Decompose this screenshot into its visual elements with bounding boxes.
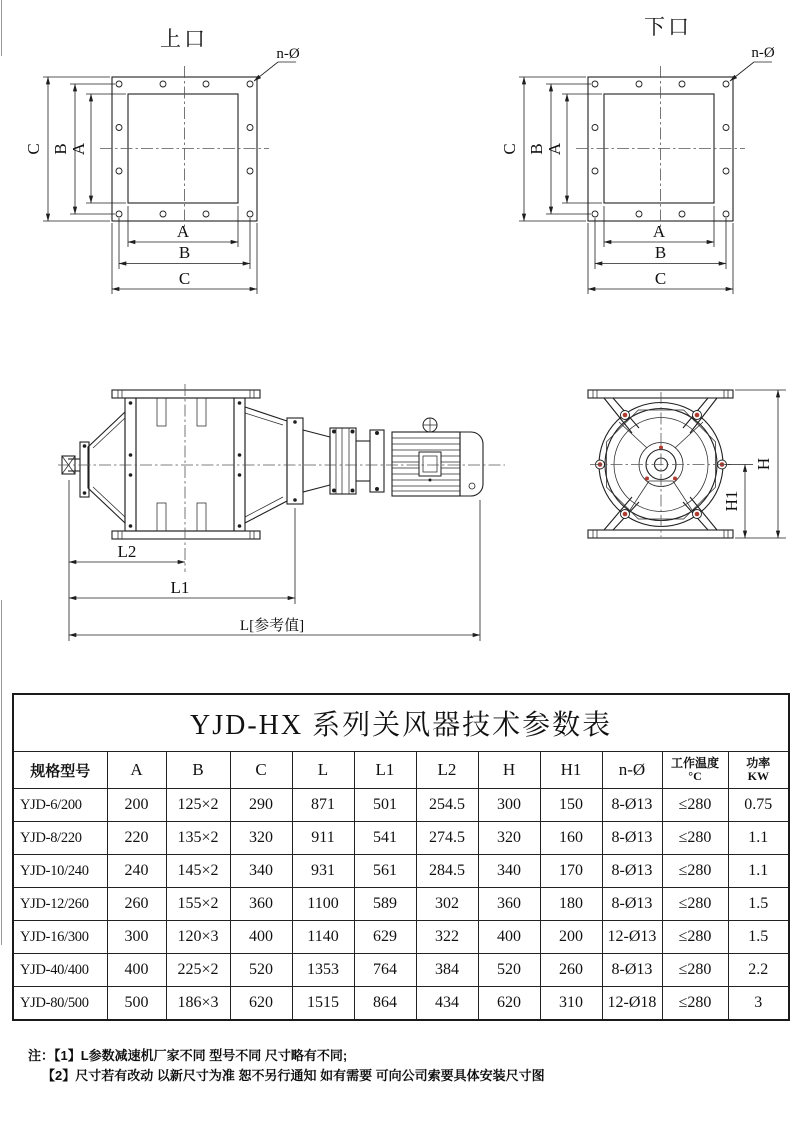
model-cell: YJD-12/260: [13, 888, 107, 921]
motor-terminal-box: [419, 452, 441, 476]
dim-label-l1: L1: [170, 578, 190, 597]
table-cell: 1100: [292, 888, 354, 921]
column-header-l2: L2: [416, 752, 478, 789]
table-cell: 520: [478, 954, 540, 987]
table-cell: 400: [230, 921, 292, 954]
power-unit: KW: [747, 769, 769, 783]
table-cell: 871: [292, 789, 354, 822]
column-header-c: C: [230, 752, 292, 789]
table-cell: ≤280: [662, 888, 728, 921]
column-header-n-holes: n-Ø: [602, 752, 662, 789]
table-cell: 434: [416, 987, 478, 1021]
table-cell: 225×2: [166, 954, 230, 987]
table-cell: ≤280: [662, 987, 728, 1021]
dim-label-b: B: [654, 243, 667, 262]
table-cell: ≤280: [662, 954, 728, 987]
table-cell: 145×2: [166, 855, 230, 888]
dim-label-a: A: [545, 142, 564, 156]
table-cell: 155×2: [166, 888, 230, 921]
dim-label-a: A: [176, 222, 190, 241]
table-row: [13, 921, 789, 954]
lower-port-title: 下口: [644, 15, 692, 39]
table-cell: 186×3: [166, 987, 230, 1021]
upper-port-title: 上口: [160, 27, 208, 51]
dim-label-c: C: [654, 269, 667, 288]
column-header-h1: H1: [540, 752, 602, 789]
column-header-h: H: [478, 752, 540, 789]
table-cell: 561: [354, 855, 416, 888]
note-1-text: 【1】L参数减速机厂家不同 型号不同 尺寸略有不同;: [54, 1048, 348, 1063]
table-cell: 931: [292, 855, 354, 888]
footnotes: [28, 1046, 545, 1086]
table-cell: 340: [478, 855, 540, 888]
table-cell: 501: [354, 789, 416, 822]
table-cell: 240: [107, 855, 166, 888]
dim-label-b: B: [178, 243, 191, 262]
table-cell: 1.5: [728, 888, 789, 921]
table-cell: 220: [107, 822, 166, 855]
table-cell: 340: [230, 855, 292, 888]
table-cell: 620: [478, 987, 540, 1021]
flange-view-geometry: [43, 62, 296, 294]
table-cell: 400: [107, 954, 166, 987]
table-cell: 200: [107, 789, 166, 822]
model-cell: YJD-16/300: [13, 921, 107, 954]
table-cell: 629: [354, 921, 416, 954]
note-label: 注：: [28, 1048, 55, 1063]
table-cell: 300: [478, 789, 540, 822]
table-cell: 1.5: [728, 921, 789, 954]
table-cell: 290: [230, 789, 292, 822]
temperature-label: 工作温度: [670, 756, 719, 770]
column-header-a: A: [107, 752, 166, 789]
column-header-l1: L1: [354, 752, 416, 789]
table-header-row: [13, 752, 789, 789]
table-cell: ≤280: [662, 921, 728, 954]
power-label: 功率: [746, 756, 771, 770]
dim-label-a: A: [652, 222, 666, 241]
table-cell: 8-Ø13: [602, 789, 662, 822]
table-cell: 520: [230, 954, 292, 987]
table-cell: 500: [107, 987, 166, 1021]
column-header-temperature: [662, 752, 728, 789]
table-cell: 3: [728, 987, 789, 1021]
table-cell: 284.5: [416, 855, 478, 888]
table-cell: 320: [478, 822, 540, 855]
temperature-unit: °C: [688, 769, 702, 783]
table-row: [13, 789, 789, 822]
table-cell: 764: [354, 954, 416, 987]
model-cell: YJD-80/500: [13, 987, 107, 1021]
table-cell: 300: [107, 921, 166, 954]
model-cell: YJD-40/400: [13, 954, 107, 987]
footnote-line-2: [42, 1066, 545, 1086]
model-cell: YJD-10/240: [13, 855, 107, 888]
table-cell: 8-Ø13: [602, 954, 662, 987]
table-title-row: [13, 694, 789, 752]
table-cell: 8-Ø13: [602, 822, 662, 855]
table-cell: 541: [354, 822, 416, 855]
table-row: [13, 888, 789, 921]
table-cell: 1140: [292, 921, 354, 954]
dim-label-b: B: [51, 143, 70, 155]
table-cell: ≤280: [662, 855, 728, 888]
table-cell: 8-Ø13: [602, 855, 662, 888]
dim-label-h: H: [754, 457, 773, 471]
footnote-line-1: [28, 1046, 545, 1066]
table-cell: 310: [540, 987, 602, 1021]
column-header-power: [728, 752, 789, 789]
table-title: YJD-HX 系列关风器技术参数表: [13, 694, 789, 752]
table-cell: 589: [354, 888, 416, 921]
table-cell: 1353: [292, 954, 354, 987]
flange-drawings: [0, 0, 800, 345]
table-cell: 0.75: [728, 789, 789, 822]
table-cell: 911: [292, 822, 354, 855]
table-cell: 160: [540, 822, 602, 855]
table-row: [13, 822, 789, 855]
table-cell: 200: [540, 921, 602, 954]
table-cell: 360: [230, 888, 292, 921]
assembly-drawings: [0, 360, 800, 670]
table-cell: 302: [416, 888, 478, 921]
model-cell: YJD-8/220: [13, 822, 107, 855]
column-header-l: L: [292, 752, 354, 789]
dim-label-c: C: [24, 143, 43, 155]
table-cell: 2.2: [728, 954, 789, 987]
column-header-model: 规格型号: [13, 752, 107, 789]
dim-label-l2: L2: [117, 542, 137, 561]
table-row: [13, 954, 789, 987]
dim-label-b: B: [527, 143, 546, 155]
model-cell: YJD-6/200: [13, 789, 107, 822]
table-cell: 150: [540, 789, 602, 822]
table-cell: 1.1: [728, 855, 789, 888]
side-view-geometry: [58, 384, 505, 641]
table-cell: 260: [107, 888, 166, 921]
table-cell: 274.5: [416, 822, 478, 855]
table-cell: 1.1: [728, 822, 789, 855]
table-cell: ≤280: [662, 822, 728, 855]
table-cell: 170: [540, 855, 602, 888]
table-cell: 1515: [292, 987, 354, 1021]
table-cell: 400: [478, 921, 540, 954]
table-cell: 322: [416, 921, 478, 954]
dim-label-c: C: [178, 269, 191, 288]
bolt-hole-count-label: n-Ø: [276, 46, 300, 62]
table-cell: 12-Ø18: [602, 987, 662, 1021]
table-row: [13, 987, 789, 1021]
bolt-hole-count-label: n-Ø: [751, 45, 775, 61]
table-cell: 254.5: [416, 789, 478, 822]
dim-label-a: A: [69, 142, 88, 156]
table-cell: 120×3: [166, 921, 230, 954]
table-cell: 8-Ø13: [602, 888, 662, 921]
table-cell: ≤280: [662, 789, 728, 822]
table-cell: 135×2: [166, 822, 230, 855]
column-header-b: B: [166, 752, 230, 789]
dim-label-c: C: [500, 143, 519, 155]
table-row: [13, 855, 789, 888]
table-cell: 125×2: [166, 789, 230, 822]
table-cell: 260: [540, 954, 602, 987]
parameter-table: [12, 693, 790, 1021]
dim-label-h1: H1: [722, 490, 741, 512]
table-cell: 12-Ø13: [602, 921, 662, 954]
table-cell: 360: [478, 888, 540, 921]
table-cell: 320: [230, 822, 292, 855]
note-2-text: 【2】尺寸若有改动 以新尺寸为准 恕不另行通知 如有需要 可向公司索要具体安装尺寸图: [42, 1068, 545, 1083]
dim-label-l-reference: L[参考值]: [239, 618, 305, 634]
table-cell: 620: [230, 987, 292, 1021]
table-cell: 864: [354, 987, 416, 1021]
table-cell: 384: [416, 954, 478, 987]
table-cell: 180: [540, 888, 602, 921]
